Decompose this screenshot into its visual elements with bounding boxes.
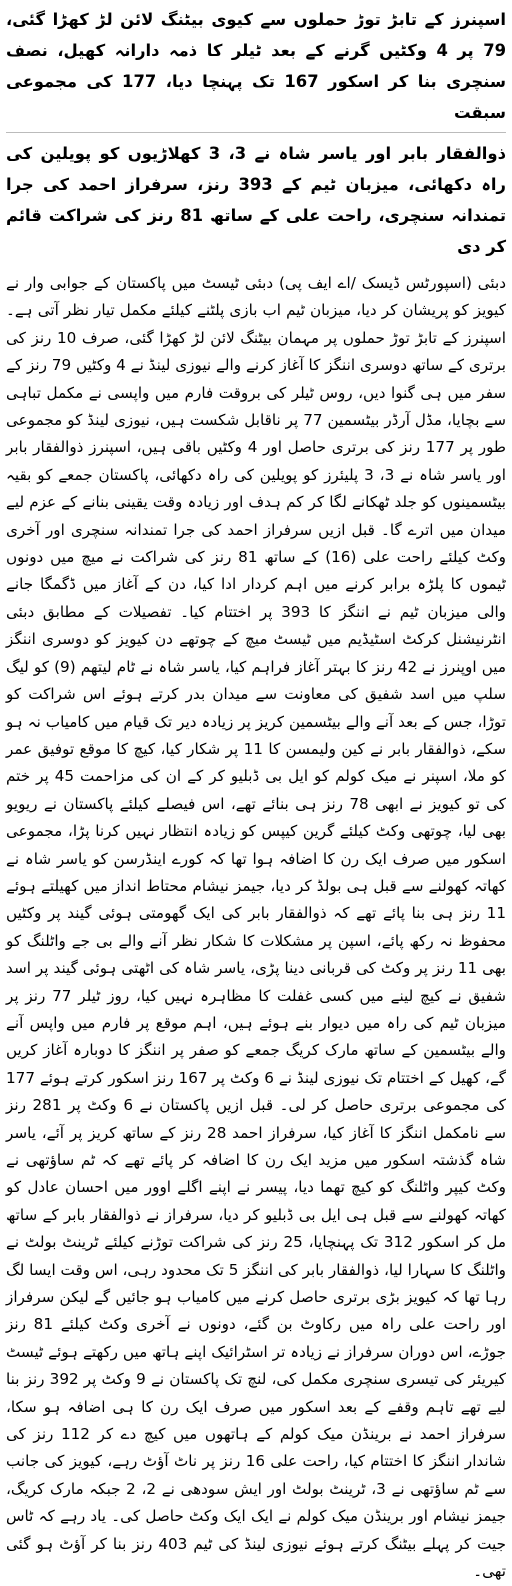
article-body: دبئی (اسپورٹس ڈیسک /اے ایف پی) دبئی ٹیسٹ میں پاکستان کے جوابی وار نے کیویز کو پریشان کر دیا، میزبان ٹیم اب بازی پلٹنے کیلئے مکمل تیار نظر آتی ہے۔ اسپنرز کے تابڑ توڑ حملوں پر مہمان بیٹنگ لائن لڑ کھڑا گئی، صرف 10 رنز کی برتری کے ساتھ دوسری اننگز کا آغاز کرنے والے نیوزی لینڈ نے 4 وکٹیں 79 رنز کے سفر میں ہی گنوا دیں، روس ٹیلر کی بروقت فارم میں واپسی نے مکمل تباہی سے بچایا، مڈل آرڈر بیٹسمین 77 پر ناقابل شکست ہیں، نیوزی لینڈ کو مجموعی طور پر 177 رنز کی برتری حاصل اور 4 وکٹیں باقی ہیں، اسپنرز ذوالفقار بابر اور یاسر شاہ نے 3، 3 پلیئرز کو پویلین کی راہ دکھائی، پاکستان جمعے کو بقیہ بیٹسمینوں کو جلد ٹھکانے لگا کر کم ہدف اور زیادہ وقت یقینی بنانے کے عزم لیے میدان میں اترے گا۔ قبل ازیں سرفراز احمد کی جرا تمندانہ سنچری اور آخری وکٹ کیلئے راحت علی (16) کے ساتھ 81 رنز کی شراکت نے میچ میں دونوں ٹیموں کا پلڑہ برابر کرنے میں اہم کردار ادا کیا، دن کے آغاز میں ڈگمگا جانے والی میزبان ٹیم نے اننگز کا 393 پر اختتام کیا۔ تفصیلات کے مطابق دبئی انٹرنیشنل کرکٹ اسٹیڈیم میں ٹیسٹ میچ کے چوتھے دن کیویز کو دوسری اننگز میں اوپنرز نے 42 رنز کا بہتر آغاز فراہم کیا، یاسر شاہ نے ٹام لیتھم (9) کو لیگ سلپ میں اسد شفیق کی معاونت سے میدان بدر کرتے ہوئے اس شراکت کو توڑا، جس کے بعد آنے والے بیٹسمین کریز پر زیادہ دیر تک قیام میں کامیاب نہ ہو سکے، ذوالفقار بابر نے کین ولیمسن کا 11 پر شکار کیا، کیچ کا موقع توفیق عمر کو ملا، اسپنر نے میک کولم کو ایل بی ڈبلیو کر کے ان کی مزاحمت 45 پر ختم کی تو کیویز نے ابھی 78 رنز ہی بنائے تھے، اس فیصلے کیلئے پاکستان نے ریویو بھی لیا، چوتھی وکٹ کیلئے گرین کیپس کو زیادہ انتظار نہیں کرنا پڑا، مجموعی اسکور میں صرف ایک رن کا اضافہ ہوا تھا کہ کورے اینڈرسن کو یاسر شاہ نے کھاتہ کھولنے سے قبل ہی بولڈ کر دیا، جیمز نیشام محتاط انداز میں کھیلتے ہوئے 11 رنز ہی بنا پائے تھے کہ ذوالفقار بابر کی ایک گھومتی ہوئی گیند پر وکٹیں محفوظ نہ رکھ پائے، اسپن پر مشکلات کا شکار نظر آنے والے بی جے واٹلنگ کو بھی 11 رنز پر وکٹ کی قربانی دینا پڑی، یاسر شاہ کی اٹھتی ہوئی گیند پر اسد شفیق نے کیچ لینے میں کسی غفلت کا مظاہرہ نہیں کیا، روز ٹیلر 77 رنز پر میزبان ٹیم کی راہ میں دیوار بنے ہوئے ہیں، اہم موقع پر فارم میں واپس آنے والے بیٹسمین کے ساتھ مارک کریگ جمعے کو صفر پر اننگز کا دوبارہ آغاز کریں گے، کھیل کے اختتام تک نیوزی لینڈ نے 6 وکٹ پر 167 رنز اسکور کرتے ہوئے 177 کی مجموعی برتری حاصل کر لی۔ قبل ازیں پاکستان نے 6 وکٹ پر 281 رنز سے نامکمل اننگز کا آغاز کیا، سرفراز احمد 28 رنز کے ساتھ کریز پر آئے، یاسر شاہ گذشتہ اسکور میں مزید ایک رن کا اضافہ کر پائے تھے کہ ٹم ساؤتھی نے وکٹ کیپر واٹلنگ کو کیچ تھما دیا، پیسر نے اپنے اگلے اوور میں احسان عادل کو کھاتہ کھولنے سے قبل ہی ایل بی ڈبلیو کر دیا، سرفراز نے ذوالفقار بابر کے ساتھ مل کر اسکور 312 تک پہنچایا، 25 رنز کی شراکت توڑنے کیلئے ٹرینٹ بولٹ نے واٹلنگ کا سہارا لیا، ذوالفقار بابر کی اننگز 5 تک محدود رہی، اس وقت ایسا لگ رہا تھا کہ کیویز بڑی برتری حاصل کرنے میں کامیاب ہو جائیں گے لیکن سرفراز اور راحت علی راہ میں رکاوٹ بن گئے، دونوں نے آخری وکٹ کیلئے 81 رنز جوڑے، اس دوران سرفراز نے زیادہ تر اسٹرائیک اپنے ہاتھ میں رکھتے ہوئے ٹیسٹ کیریئر کی تیسری سنچری مکمل کی، لنچ تک پاکستان نے 9 وکٹ پر 392 رنز بنا لیے تھے تاہم وقفے کے بعد اسکور میں صرف ایک رن کا ہی اضافہ ہو سکا، سرفراز احمد نے برینڈن میک کولم کے ہاتھوں میں کیچ دے کر 112 رنز کی شاندار اننگز کا اختتام کیا، راحت علی 16 رنز پر ناٹ آؤٹ رہے، کیویز کی جانب سے ٹم ساؤتھی نے 3، ٹرینٹ بولٹ اور ایش سودھی نے 2، 2 جبکہ مارک کریگ، جیمز نیشام اور برینڈن میک کولم نے ایک ایک وکٹ حاصل کی۔ یاد رہے کہ ٹاس جیت کر پہلے بیٹنگ کرتے ہوئے نیوزی لینڈ کی ٹیم 403 رنز بنا کر آؤٹ ہو گئی تھی۔: [6, 274, 507, 1581]
headline-divider: [6, 132, 506, 133]
headline-secondary: ذوالفقار بابر اور یاسر شاہ نے 3، 3 کھلاڑیوں کو پویلین کی راہ دکھائی، میزبان ٹیم کے 393 رنز، سرفراز احمد کی جرا تمندانہ سنچری، راحت علی کے ساتھ 81 رنز کی شراکت قائم کر دی: [6, 144, 507, 256]
headline-primary: اسپنرز کے تابڑ توڑ حملوں سے کیوی بیٹنگ لائن لڑ کھڑا گئی، 79 پر 4 وکٹیں گرنے کے بعد ٹیلر کا ذمہ دارانہ کھیل، نصف سنچری بنا کر اسکور 167 تک پہنچا دیا، 177 کی مجموعی سبقت: [6, 10, 506, 122]
